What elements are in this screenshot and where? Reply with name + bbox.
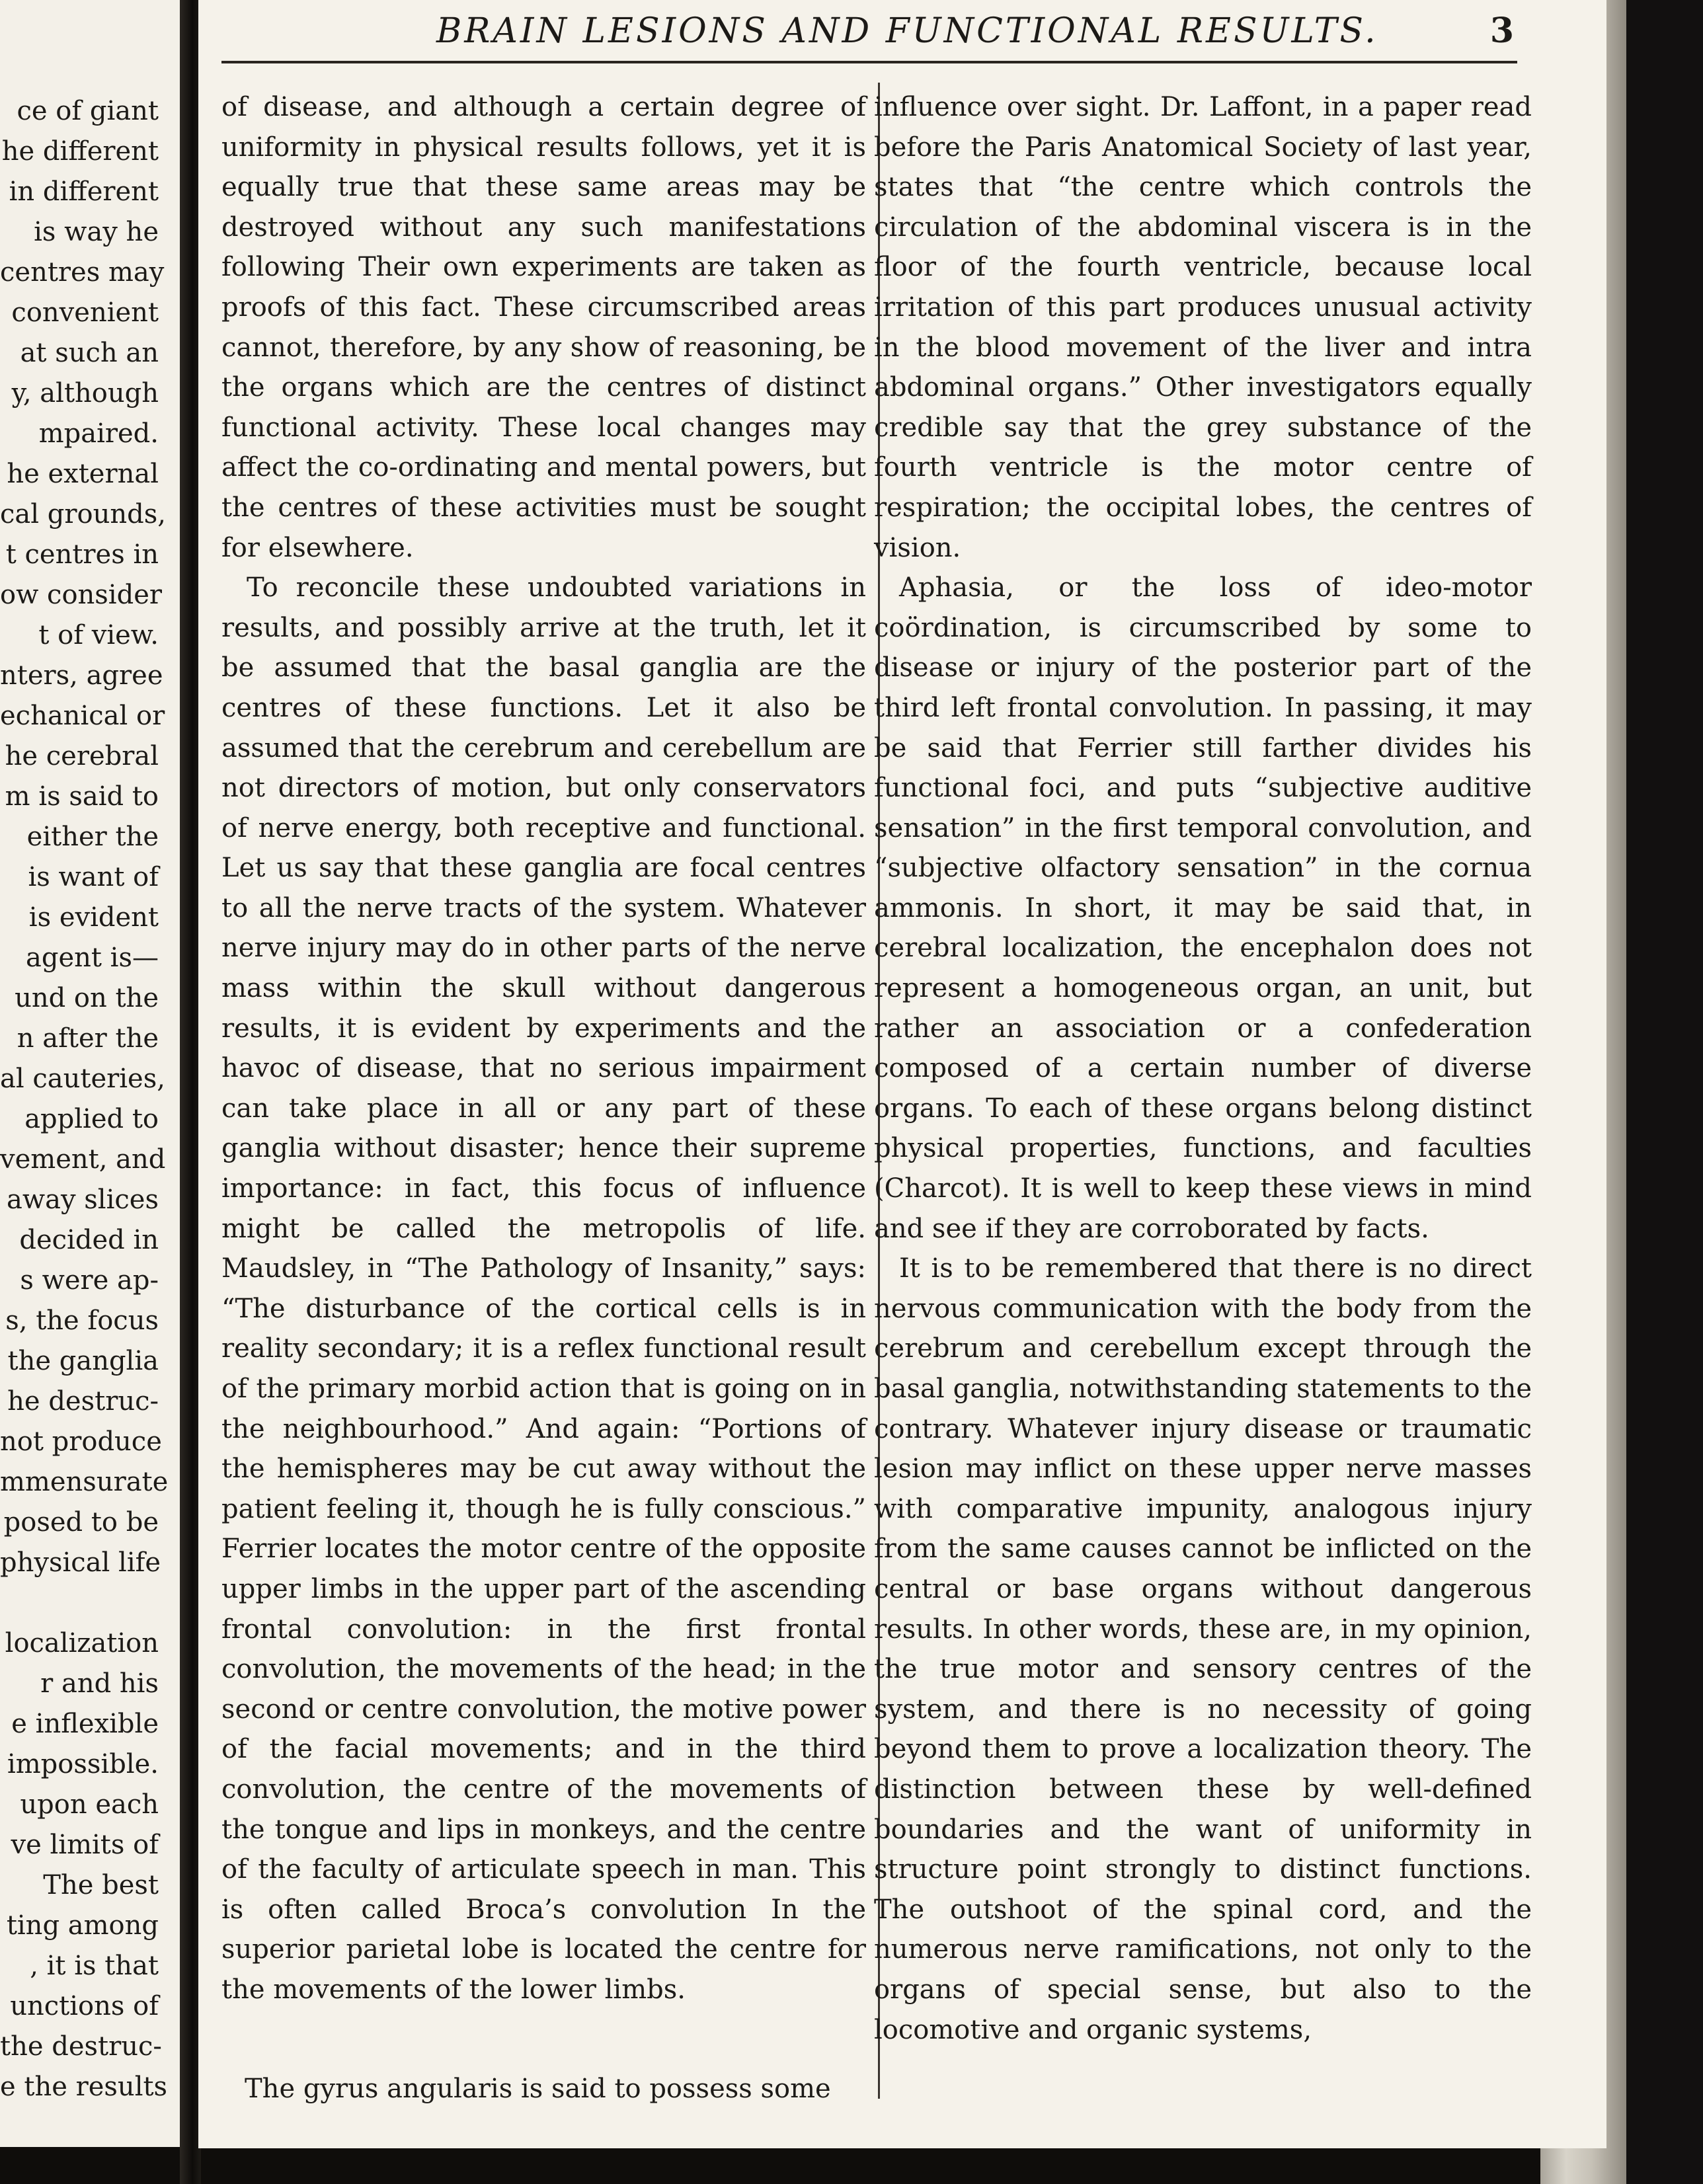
facing-page-line: he destruc- [7, 1386, 159, 1417]
facing-page-line: s, the focus [5, 1306, 159, 1336]
facing-page-line: the destruc- [0, 2031, 162, 2062]
facing-page-text [0, 91, 169, 2107]
facing-page-line: the ganglia [7, 1346, 159, 1376]
facing-page-line: y, although [11, 378, 159, 409]
facing-page-line [0, 1583, 159, 1623]
facing-page-line: at such an [20, 338, 159, 368]
facing-page-line: n after the [17, 1023, 159, 1054]
page-number: 3 [1489, 11, 1514, 51]
facing-page-line: away slices [7, 1185, 159, 1215]
facing-page-line: The best [43, 1870, 159, 1900]
facing-page-fragment [0, 0, 180, 2147]
paragraph: To reconcile these undoubted variations in results, and possibly arrive at the truth, let it be assumed that the basal ganglia are the centres of these functions. Let it also be assumed that the cerebrum and cerebellum are not directors of motion, but only conservators of nerve energy, both receptive and functional. Let us say that these ganglia are focal centres to all the nerve tracts of the system. Whatever nerve injury may do in other parts of the nerve mass within the skull without dangerous results, it is evident by experiments and the havoc of disease, that no serious impairment can take place in all or any part of these ganglia without disaster; hence their supreme importance: in fact, this focus of influence might be called the metropolis of life. Maudsley, in “The Pathology of Insanity,” says: “The disturbance of the cortical cells is in reality secondary; it is a reflex functional result of the primary morbid action that is going on in the neighbourhood.” And again: “Portions of the hemispheres may be cut away without the patient feeling it, though he is fully conscious.” Ferrier locates the motor centre of the opposite upper limbs in the upper part of the ascending frontal convolution: in the first frontal convolution, the movements of the head; in the second or centre convolution, the motive power of the facial movements; and in the third convolution, the centre of the movements of the tongue and lips in monkeys, and the centre of the faculty of articulate speech in man. This is often called Broca’s convolution In the superior parietal lobe is located the centre for the movements of the lower limbs. [221, 572, 866, 2005]
facing-page-line: decided in [19, 1225, 159, 1255]
scan-edge [1626, 0, 1703, 2184]
facing-page-line: he cerebral [5, 741, 159, 771]
facing-page-line: ce of giant [17, 96, 159, 126]
facing-page-line: und on the [15, 983, 159, 1013]
facing-page-line: s were ap- [20, 1265, 159, 1296]
facing-page-line: unctions of [10, 1991, 159, 2021]
facing-page-line: cal grounds, [0, 499, 166, 529]
facing-page-line: mpaired. [38, 418, 159, 449]
facing-page-line: impossible. [7, 1749, 159, 1779]
facing-page-line: echanical or [0, 701, 165, 731]
running-head [225, 4, 1514, 58]
facing-page-line: he external [7, 459, 159, 489]
facing-page-line: centres may [0, 257, 165, 288]
column-left [221, 87, 866, 2010]
paragraph: of disease, and although a certain degree of uniformity in physical results follows, yet it is equally true that these same areas may be destroyed without any such manifestations following Their own experiments are taken as proofs of this fact. These circumscribed areas cannot, therefore, by any show of reasoning, be the organs which are the centres of distinct functional activity. These local changes may affect the co-ordinating and mental powers, but the centres of these activities must be sought for elsewhere. [221, 92, 866, 563]
column-right [874, 87, 1532, 2050]
facing-page-line: is way he [34, 217, 159, 247]
facing-page-line: ow consider [0, 580, 162, 610]
facing-page-line: vement, and [0, 1144, 166, 1175]
facing-page-line: t centres in [5, 539, 159, 570]
facing-page-line: e the results [0, 2072, 168, 2102]
facing-page-line: in different [9, 176, 159, 207]
header-rule [221, 61, 1517, 63]
facing-page-line: ve limits of [11, 1830, 159, 1860]
running-title: BRAIN LESIONS AND FUNCTIONAL RESULTS. [436, 11, 1378, 51]
facing-page-line: r and his [40, 1668, 159, 1699]
facing-page-line: e inflexible [11, 1709, 159, 1739]
facing-page-line: posed to be [3, 1507, 159, 1538]
facing-page-line: applied to [24, 1104, 159, 1134]
facing-page-line: agent is— [26, 943, 159, 973]
facing-page-line: t of view. [38, 620, 159, 650]
facing-page-line: he different [1, 136, 159, 167]
facing-page-line: is evident [28, 902, 159, 933]
facing-page-line: is want of [28, 862, 159, 892]
facing-page-line: physical life [0, 1547, 161, 1578]
facing-page-line: not produce [0, 1426, 162, 1457]
facing-page-line: , it is that [30, 1951, 159, 1981]
facing-page-line: m is said to [5, 781, 159, 812]
facing-page-line: mmensurate [0, 1467, 169, 1497]
facing-page-line: either the [26, 822, 159, 852]
paragraph: Aphasia, or the loss of ideo-motor coördination, is circumscribed by some to disease or injury of the posterior part of the third left frontal convolution. In passing, it may be said that Ferrier still farther divides his functional foci, and puts “subjective auditive sensation” in the first temporal convolution, and “subjective olfactory sensation” in the cornua ammonis. In short, it may be said that, in cerebral localization, the encephalon does not represent a homogeneous organ, an unit, but rather an association or a confederation composed of a certain number of diverse organs. To each of these organs belong distinct physical properties, functions, and faculties (Charcot). It is well to keep these views in mind and see if they are corroborated by facts. [874, 572, 1532, 1244]
facing-page-line: ting among [6, 1910, 159, 1941]
paragraph: influence over sight. Dr. Laffont, in a paper read before the Paris Anatomical Society of last year, states that “the centre which controls the circulation of the abdominal viscera is in the floor of the fourth ventricle, because local irritation of this part produces unusual activity in the blood movement of the liver and intra abdominal organs.” Other investigators equally credible say that the grey substance of the fourth ventricle is the motor centre of respiration; the occipital lobes, the centres of vision. [874, 92, 1532, 563]
paragraph: It is to be remembered that there is no direct nervous communication with the body from the cerebrum and cerebellum except through the basal ganglia, notwithstanding statements to the contrary. Whatever injury disease or traumatic lesion may inflict on these upper nerve masses with comparative impunity, analogous injury from the same causes cannot be inflicted on the central or base organs without dangerous results. In other words, these are, in my opinion, the true motor and sensory centres of the system, and there is no necessity of going beyond them to prove a localization theory. The distinction between these by well-defined boundaries and the want of uniformity in structure point strongly to distinct functions. The outshoot of the spinal cord, and the numerous nerve ramifications, not only to the organs of special sense, but also to the locomotive and organic systems, [874, 1253, 1532, 2045]
facing-page-line: al cauteries, [0, 1064, 165, 1094]
facing-page-line: convenient [11, 297, 159, 328]
facing-page-line: nters, agree [0, 660, 163, 691]
facing-page-line: upon each [20, 1789, 159, 1820]
paragraph-final-line: The gyrus angularis is said to possess some [245, 2074, 831, 2104]
facing-page-line: localization [5, 1628, 159, 1658]
